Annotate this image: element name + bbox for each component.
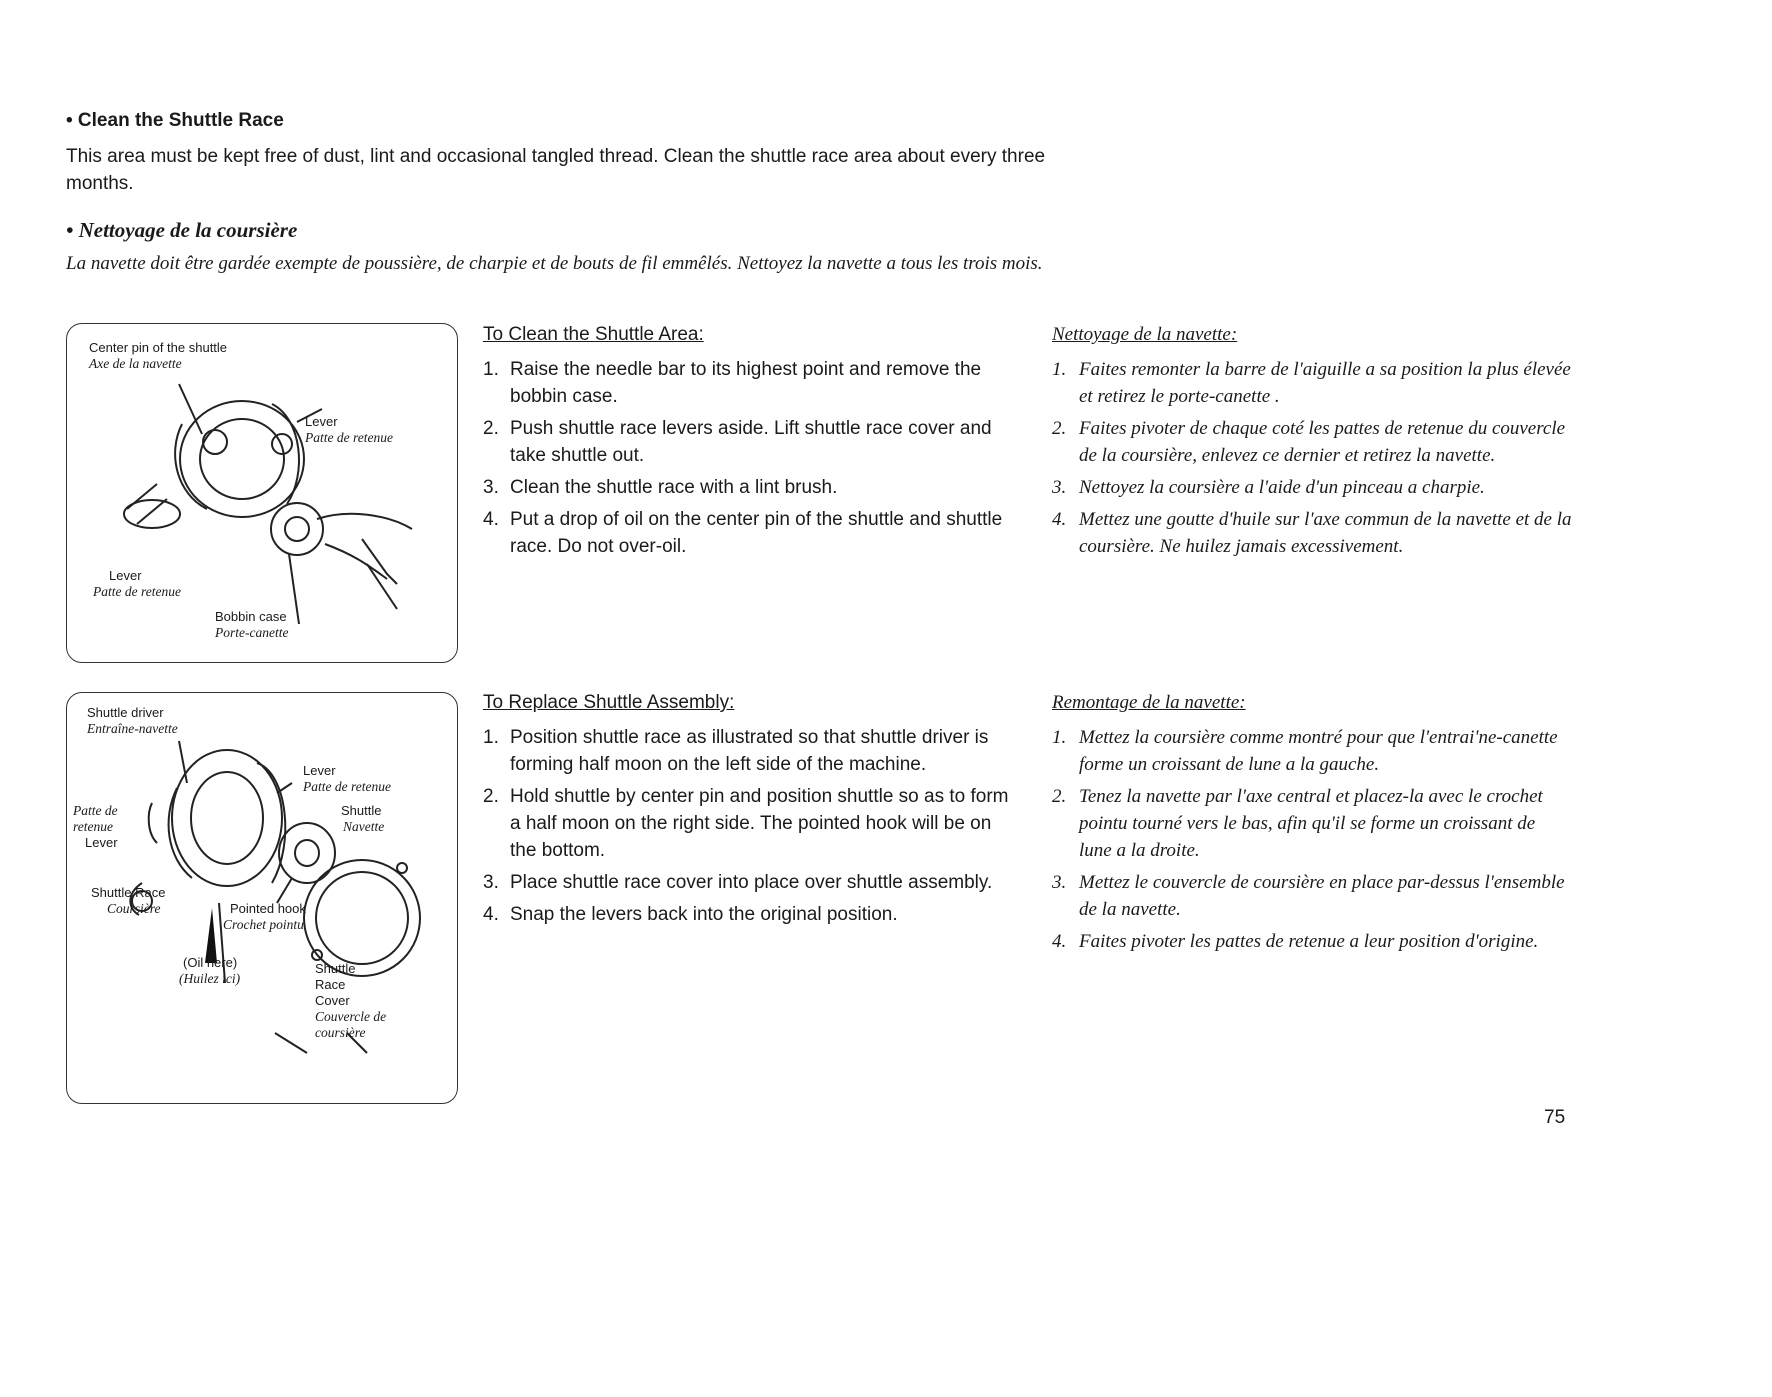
label-patte-fr-2: retenue	[73, 819, 113, 834]
list-item: 4. Put a drop of oil on the center pin of the shuttle and shuttle race. Do not over-oil.	[483, 509, 1003, 557]
label-lever-left-en: Lever	[85, 835, 118, 850]
list-item: 2. Faites pivoter de chaque coté les pattes de retenue du couvercle de la coursière, enlevez ce dernier et retirez la navette.	[1052, 418, 1566, 466]
label-lever-left-en: Lever	[109, 568, 142, 583]
clean-steps-en	[483, 356, 1013, 560]
label-cover-en-2: Race	[315, 977, 346, 992]
section-intro-fr: La navette doit être gardée exempte de poussière, de charpie et de bouts de fil emmêlés. Nettoyez la navette a tous les trois mois.	[66, 253, 1043, 274]
section-intro-en: This area must be kept free of dust, lint and occasional tangled thread. Clean the shuttle race area about every three months.	[66, 146, 1046, 194]
clean-instructions-en	[483, 322, 1013, 565]
section-heading-fr: • Nettoyage de la coursière	[66, 218, 298, 242]
label-shuttle-race-en: Shuttle Race	[91, 885, 166, 900]
label-shuttle-driver-fr: Entraîne-navette	[87, 721, 178, 736]
list-item: 4. Mettez une goutte d'huile sur l'axe commun de la navette et de la coursière. Ne huilez jamais excessivement.	[1052, 509, 1572, 557]
clean-steps-fr	[1052, 356, 1572, 560]
list-item: 2. Hold shuttle by center pin and position shuttle so as to form a half moon on the right side. The pointed hook will be on the bottom.	[483, 786, 1009, 861]
label-pointed-hook-en: Pointed hook	[230, 901, 306, 916]
replace-steps-fr	[1052, 724, 1572, 955]
label-lever-right-en: Lever	[305, 414, 338, 429]
label-shuttle-fr: Navette	[343, 819, 385, 834]
replace-title-fr: Remontage de la navette:	[1052, 692, 1246, 713]
list-item: 4. Snap the levers back into the original position.	[483, 904, 898, 925]
list-item: 2. Push shuttle race levers aside. Lift shuttle race cover and take shuttle out.	[483, 418, 992, 466]
label-bobbin-case-en: Bobbin case	[215, 609, 287, 624]
list-item: 1. Faites remonter la barre de l'aiguille a sa position la plus élevée et retirez le porte-canette .	[1052, 359, 1571, 407]
clean-instructions-fr	[1052, 322, 1572, 565]
replace-instructions-fr	[1052, 690, 1572, 960]
replace-instructions-en	[483, 690, 1013, 933]
label-bobbin-case-fr: Porte-canette	[215, 625, 289, 640]
label-cover-fr-1: Couvercle de	[315, 1009, 387, 1024]
label-lever-left-fr: Patte de retenue	[93, 584, 181, 599]
label-cover-en-3: Cover	[315, 993, 350, 1008]
label-lever-right-fr: Patte de retenue	[305, 430, 393, 445]
label-cover-en-1: Shuttle	[315, 961, 356, 976]
label-oil-here-fr: (Huilez ici)	[179, 971, 241, 986]
label-shuttle-driver-en: Shuttle driver	[87, 705, 164, 720]
figure-clean-shuttle	[66, 323, 458, 663]
clean-title-en: To Clean the Shuttle Area:	[483, 324, 704, 345]
clean-title-fr: Nettoyage de la navette:	[1052, 324, 1238, 345]
list-item: 3. Nettoyez la coursière a l'aide d'un pinceau a charpie.	[1052, 477, 1485, 498]
label-shuttle-en: Shuttle	[341, 803, 382, 818]
label-shuttle-race-fr: Coursière	[107, 901, 161, 916]
list-item: 2. Tenez la navette par l'axe central et placez-la avec le crochet pointu tourné vers le bas, afin qu'il se forme un croissant de lune a la droite.	[1052, 786, 1543, 861]
list-item: 3. Mettez le couvercle de coursière en place par-dessus l'ensemble de la navette.	[1052, 872, 1565, 920]
label-pointed-hook-fr: Crochet pointu	[223, 917, 304, 932]
label-patte-fr-1: Patte de	[73, 803, 118, 818]
figure-replace-shuttle	[66, 692, 458, 1104]
page-number: 75	[1544, 1107, 1566, 1128]
section-heading-en: • Clean the Shuttle Race	[66, 110, 284, 131]
list-item: 1. Position shuttle race as illustrated so that shuttle driver is forming half moon on the left side of the machine.	[483, 727, 989, 775]
list-item: 3. Clean the shuttle race with a lint brush.	[483, 477, 838, 498]
list-item: 4. Faites pivoter les pattes de retenue a leur position d'origine.	[1052, 931, 1539, 952]
label-lever-top-fr: Patte de retenue	[303, 779, 391, 794]
list-item: 1. Raise the needle bar to its highest point and remove the bobbin case.	[483, 359, 982, 407]
label-lever-top-en: Lever	[303, 763, 336, 778]
list-item: 3. Place shuttle race cover into place over shuttle assembly.	[483, 872, 993, 893]
replace-steps-en	[483, 724, 1013, 928]
list-item: 1. Mettez la coursière comme montré pour que l'entrai'ne-canette forme un croissant de lune a la gauche.	[1052, 727, 1558, 775]
label-cover-fr-2: coursière	[315, 1025, 366, 1040]
label-oil-here-en: (Oil here)	[183, 955, 238, 970]
label-center-pin-fr: Axe de la navette	[89, 356, 182, 371]
replace-title-en: To Replace Shuttle Assembly:	[483, 692, 735, 713]
label-center-pin-en: Center pin of the shuttle	[89, 340, 228, 355]
